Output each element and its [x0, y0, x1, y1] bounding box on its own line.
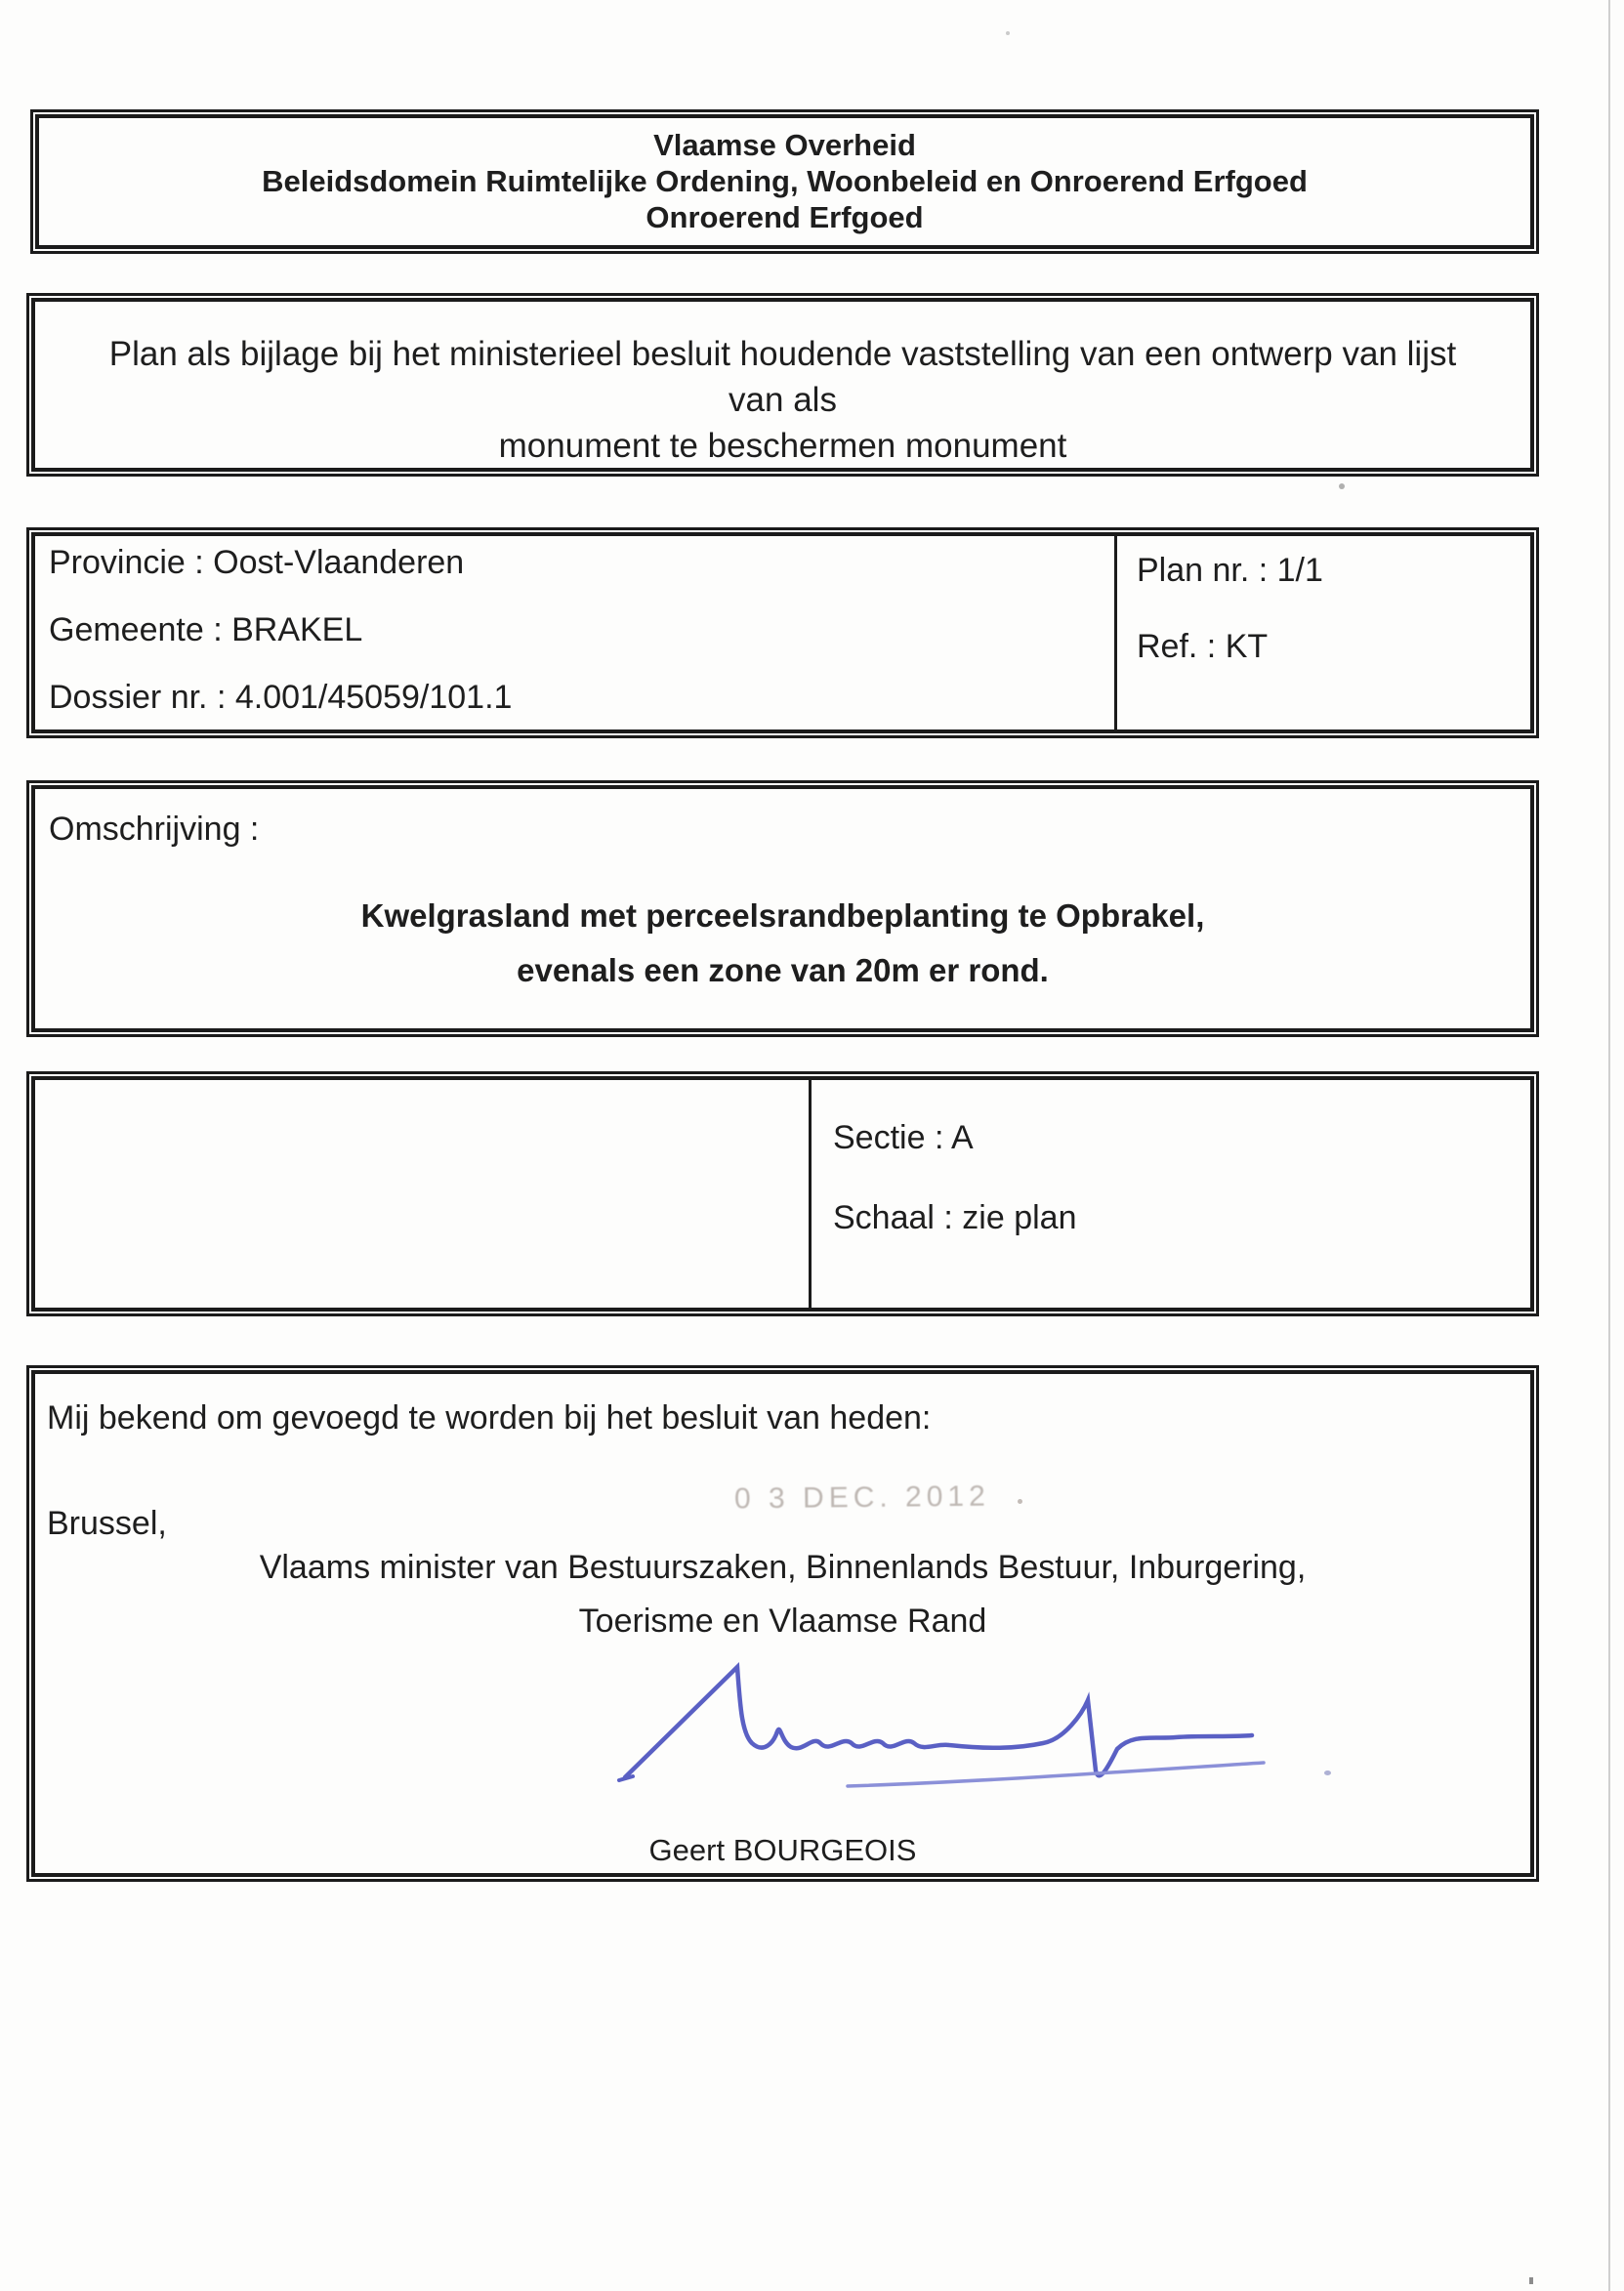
letterhead-box	[30, 109, 1539, 254]
signature-ink	[605, 1655, 1289, 1802]
plan-statement-line2: monument te beschermen monument	[498, 427, 1067, 465]
signature-intro-text: Mij bekend om gevoegd te worden bij het besluit van heden:	[47, 1399, 932, 1437]
signee-name: Geert BOURGEOIS	[648, 1833, 917, 1867]
letterhead-box-inner	[35, 114, 1534, 249]
gemeente-field: Gemeente : BRAKEL	[49, 611, 363, 648]
scan-page-edge-line	[1608, 0, 1610, 2291]
signature-box-inner	[31, 1370, 1534, 1877]
date-stamp: 0 3 DEC. 2012	[733, 1479, 990, 1516]
letterhead-agency: Onroerend Erfgoed	[645, 200, 924, 234]
sectie-field: Sectie : A	[833, 1119, 974, 1156]
schaal-field: Schaal : zie plan	[833, 1199, 1077, 1236]
signature-period-mark	[1324, 1770, 1331, 1775]
plan-nr-field: Plan nr. : 1/1	[1137, 552, 1323, 589]
case-info-left-column	[35, 536, 1114, 729]
letterhead-org: Vlaamse Overheid	[653, 128, 916, 162]
dossier-nr-field: Dossier nr. : 4.001/45059/101.1	[49, 679, 513, 716]
plan-statement-box-inner	[31, 298, 1534, 472]
sectie-empty-cell	[35, 1080, 812, 1308]
sectie-schaal-box	[26, 1071, 1539, 1316]
scan-speck	[1339, 483, 1345, 489]
case-info-box-inner	[31, 532, 1534, 733]
signature-city: Brussel,	[47, 1505, 167, 1542]
minister-title-line1: Vlaams minister van Bestuurszaken, Binnenlands Bestuur, Inburgering,	[259, 1549, 1307, 1586]
provincie-field: Provincie : Oost-Vlaanderen	[49, 544, 465, 581]
omschrijving-box	[26, 780, 1539, 1037]
case-info-box	[26, 527, 1539, 738]
ref-field: Ref. : KT	[1137, 628, 1269, 665]
scan-speck	[1006, 31, 1010, 35]
omschrijving-line2: evenals een zone van 20m er rond.	[517, 952, 1049, 988]
omschrijving-box-inner	[31, 785, 1534, 1032]
omschrijving-label: Omschrijving :	[49, 811, 260, 848]
letterhead-domain: Beleidsdomein Ruimtelijke Ordening, Woonbeleid en Onroerend Erfgoed	[262, 164, 1308, 198]
date-stamp-dot	[1018, 1499, 1022, 1504]
sectie-right-column	[812, 1080, 1530, 1308]
minister-title-line2: Toerisme en Vlaamse Rand	[578, 1603, 987, 1640]
plan-statement-box	[26, 293, 1539, 477]
omschrijving-body	[35, 889, 1530, 998]
omschrijving-line1: Kwelgrasland met perceelsrandbeplanting te Opbrakel,	[360, 897, 1205, 934]
case-info-right-column	[1114, 536, 1530, 729]
scan-speck	[1529, 2277, 1533, 2284]
plan-statement-line1: Plan als bijlage bij het ministerieel besluit houdende vaststelling van een ontwerp van lijst van als	[108, 335, 1457, 419]
sectie-schaal-box-inner	[31, 1076, 1534, 1312]
signature-box	[26, 1365, 1539, 1882]
